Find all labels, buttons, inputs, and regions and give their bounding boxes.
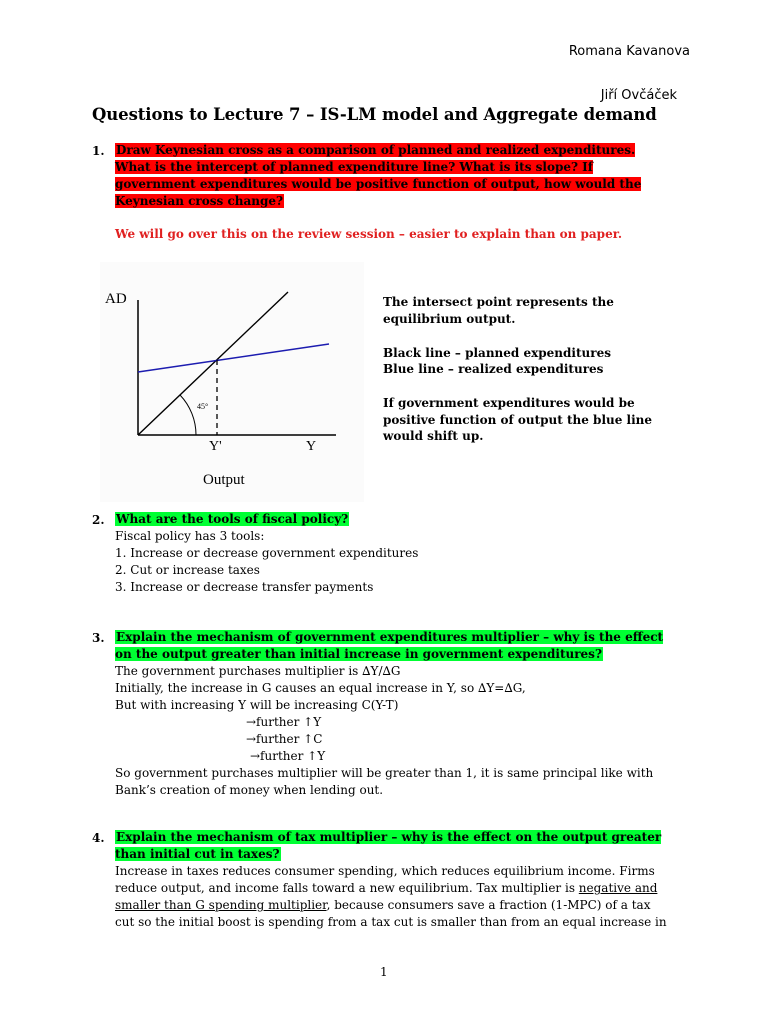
- answer-text: [115, 528, 675, 596]
- answer-line: 3. Increase or decrease transfer payments: [115, 580, 374, 594]
- question-heading-text: Draw Keynesian cross as a comparison of planned and realized expenditures. What is the intercept of planned expenditure line? What is its slope? If government expenditures would be positive function of output, how would the Keynesian cross change?: [115, 143, 642, 208]
- answer-line: The government purchases multiplier is ∆Y/∆G: [115, 664, 401, 678]
- angle-label: 45°: [197, 402, 209, 411]
- answer-line: →further ↑Y: [250, 749, 326, 763]
- keynesian-cross-chart: [100, 262, 364, 502]
- answer-line: 2. Cut or increase taxes: [115, 563, 260, 577]
- x-axis-label: Output: [203, 472, 245, 488]
- review-session-note: We will go over this on the review session – easier to explain than on paper.: [115, 227, 623, 241]
- question-heading: [115, 511, 670, 528]
- question-number: 3.: [92, 631, 105, 645]
- question-heading: [115, 629, 670, 663]
- author-name: Jiří Ovčáček: [600, 88, 677, 103]
- answer-line: →further ↑Y: [246, 715, 322, 729]
- figure-explanation-2: Black line – planned expenditures: [383, 346, 611, 360]
- question-heading-text: Explain the mechanism of government expenditures multiplier – why is the effect on the output greater than initial increase in government expenditures?: [115, 630, 664, 661]
- author-name: Romana Kavanova: [568, 44, 690, 59]
- answer-line: Initially, the increase in G causes an equal increase in Y, so ∆Y=∆G,: [115, 681, 526, 695]
- question-number: 2.: [92, 513, 105, 527]
- figure-explanation-4: If government expenditures would be positive function of output the blue line would shift up.: [383, 396, 653, 443]
- answer-text: [115, 663, 675, 799]
- figure-explanation-1: The intersect point represents the equilibrium output.: [383, 295, 614, 326]
- keynesian-cross-figure: [100, 262, 364, 502]
- figure-background: [100, 262, 364, 502]
- question-heading: [115, 142, 670, 210]
- answer-line: Fiscal policy has 3 tools:: [115, 529, 265, 543]
- tick-label-equilibrium: Y': [209, 439, 222, 454]
- answer-line: So government purchases multiplier will be greater than 1, it is same principal like with: [115, 766, 654, 780]
- tick-label-y: Y: [306, 439, 317, 454]
- answer-text-underlined: negative and smaller than G spending multiplier: [115, 881, 658, 912]
- answer-text-end: , because consumers save a fraction (1-MPC) of a tax cut so the initial boost is spending from a tax cut is smaller than from an equal increase in: [115, 898, 667, 929]
- page-number: 1: [380, 965, 388, 979]
- y-axis-label: AD: [105, 291, 127, 307]
- question-heading: [115, 829, 670, 863]
- question-number: 1.: [92, 144, 105, 158]
- question-number: 4.: [92, 831, 105, 845]
- answer-paragraph: [115, 863, 671, 931]
- question-heading-text: What are the tools of fiscal policy?: [116, 512, 349, 526]
- answer-line: Bank’s creation of money when lending out.: [115, 783, 384, 797]
- figure-explanation-3: Blue line – realized expenditures: [383, 362, 604, 376]
- answer-line: →further ↑C: [246, 732, 323, 746]
- question-heading-text: Explain the mechanism of tax multiplier – why is the effect on the output greater than initial cut in taxes?: [115, 830, 662, 861]
- page-title: Questions to Lecture 7 – IS-LM model and Aggregate demand: [92, 105, 657, 124]
- answer-text-start: Increase in taxes reduces consumer spending, which reduces equilibrium income. Firms reduce output, and income falls toward a new equilibrium. Tax multiplier is: [115, 864, 655, 895]
- answer-line: But with increasing Y will be increasing C(Y-T): [115, 698, 399, 712]
- answer-line: 1. Increase or decrease government expenditures: [115, 546, 419, 560]
